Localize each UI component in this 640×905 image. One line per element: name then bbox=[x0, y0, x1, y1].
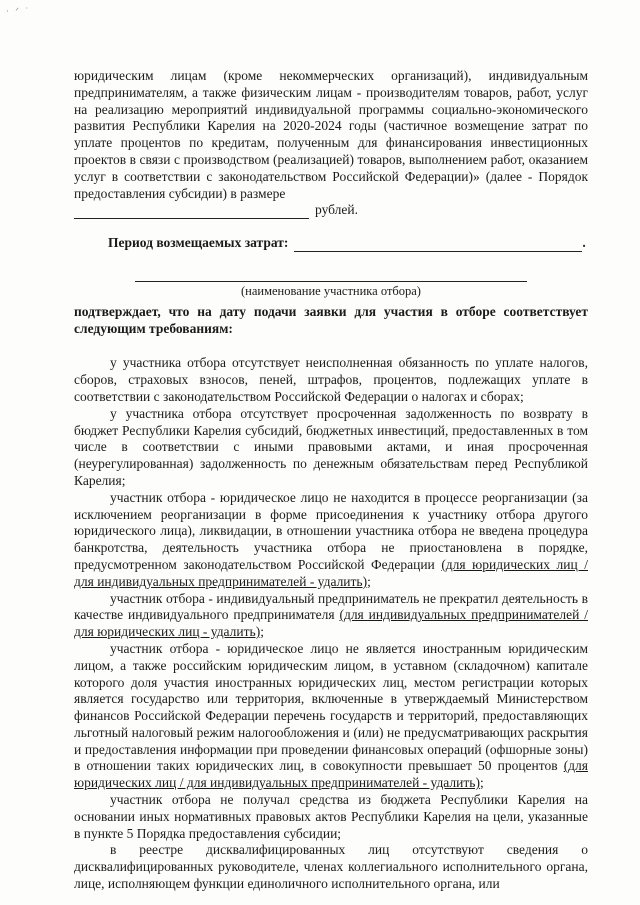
requirement-disqualified: в реестре дисквалифицированных лиц отсутствуют сведения о дисквалифицированных руководителе, членах коллегиального исполнительного органа, лице, исполняющем функции единоличного исполнительного органа, или bbox=[74, 842, 588, 892]
requirement-reorganization: участник отбора - юридическое лицо не находится в процессе реорганизации (за исключением реорганизации в форме присоединения к участнику отбора другого юридического лица), ликвидации, в отношении участника отбора не введена процедура банкротства, деятельность участника отбора не приостановлена в порядке, предусмотренном законодательством Российской Федерации (для юридических лиц / для индивидуальных предпринимателей - удалить); bbox=[74, 489, 588, 589]
intro-paragraph: юридическим лицам (кроме некоммерческих организаций), индивидуальным предпринимателям, а также физическим лицам - производителям товаров, работ, услуг на реализацию мероприятий индивидуальной программы социально-экономического развития Республики Карелия на 2020-2024 годы (частичное возмещение затрат по уплате процентов по кредитам, полученным для финансирования инвестиционных проектов в связи с производством (реализацией) товаров, выполнением работ, оказанием услуг в соответствии с законодательством Российской Федерации)» (далее - Порядок предоставления субсидии) в размере bbox=[74, 68, 588, 201]
participant-name-field[interactable] bbox=[135, 280, 527, 282]
requirements-list bbox=[74, 355, 588, 893]
period-line bbox=[74, 235, 588, 252]
period-blank-field[interactable] bbox=[294, 239, 582, 252]
corner-marks: · ᐟ ˙ bbox=[6, 6, 31, 16]
document-body bbox=[74, 60, 588, 893]
requirement-foreign-entity: участник отбора - юридическое лицо не является иностранным юридическим лицом, а также российским юридическим лицом, в уставном (складочном) капитале которого доля участия иностранных юридических лиц, местом регистрации которых является государство или территория, включенные в утверждаемый Министерством финансов Российской Федерации перечень государств и территорий, предоставляющих льготный налоговый режим налогообложения и (или) не предусматривающих раскрытия и предоставления информации при проведении финансовых операций (офшорные зоны) в отношении таких юридических лиц, в совокупности превышает 50 процентов (для юридических лиц / для индивидуальных предпринимателей - удалить); bbox=[74, 640, 588, 791]
confirm-statement: подтверждает, что на дату подачи заявки для участия в отборе соответствует следующим требованиям: bbox=[74, 303, 588, 336]
requirement-debt: у участника отбора отсутствует просроченная задолженность по возврату в бюджет Республики Карелия субсидий, бюджетных инвестиций, предоставленных в том числе в соответствии с иными правовыми актами, и иная просроченная (неурегулированная) задолженность по денежным обязательствам перед Республикой Карелия; bbox=[74, 405, 588, 488]
requirement-budget-funds: участник отбора не получал средства из бюджета Республики Карелия на основании иных нормативных правовых актов Республики Карелия на цели, указанные в пункте 5 Порядка предоставления субсидии; bbox=[74, 792, 588, 841]
participant-caption: (наименование участника отбора) bbox=[241, 283, 421, 298]
period-label: Период возмещаемых затрат: bbox=[108, 235, 289, 251]
participant-name-block bbox=[74, 280, 588, 300]
period-end: . bbox=[582, 235, 586, 251]
requirement-taxes: у участника отбора отсутствует неисполненная обязанность по уплате налогов, сборов, страховых взносов, пеней, штрафов, процентов, подлежащих уплате в соответствии с законодательством Российской Федерации о налогах и сборах; bbox=[74, 355, 588, 404]
requirement-entrepreneur: участник отбора - индивидуальный предприниматель не прекратил деятельность в качестве индивидуального предпринимателя (для индивидуальных предпринимателей / для юридических лиц - удалить); bbox=[74, 590, 588, 640]
amount-line bbox=[74, 202, 588, 219]
amount-suffix: рублей. bbox=[315, 202, 359, 218]
amount-blank-field[interactable] bbox=[74, 206, 309, 219]
